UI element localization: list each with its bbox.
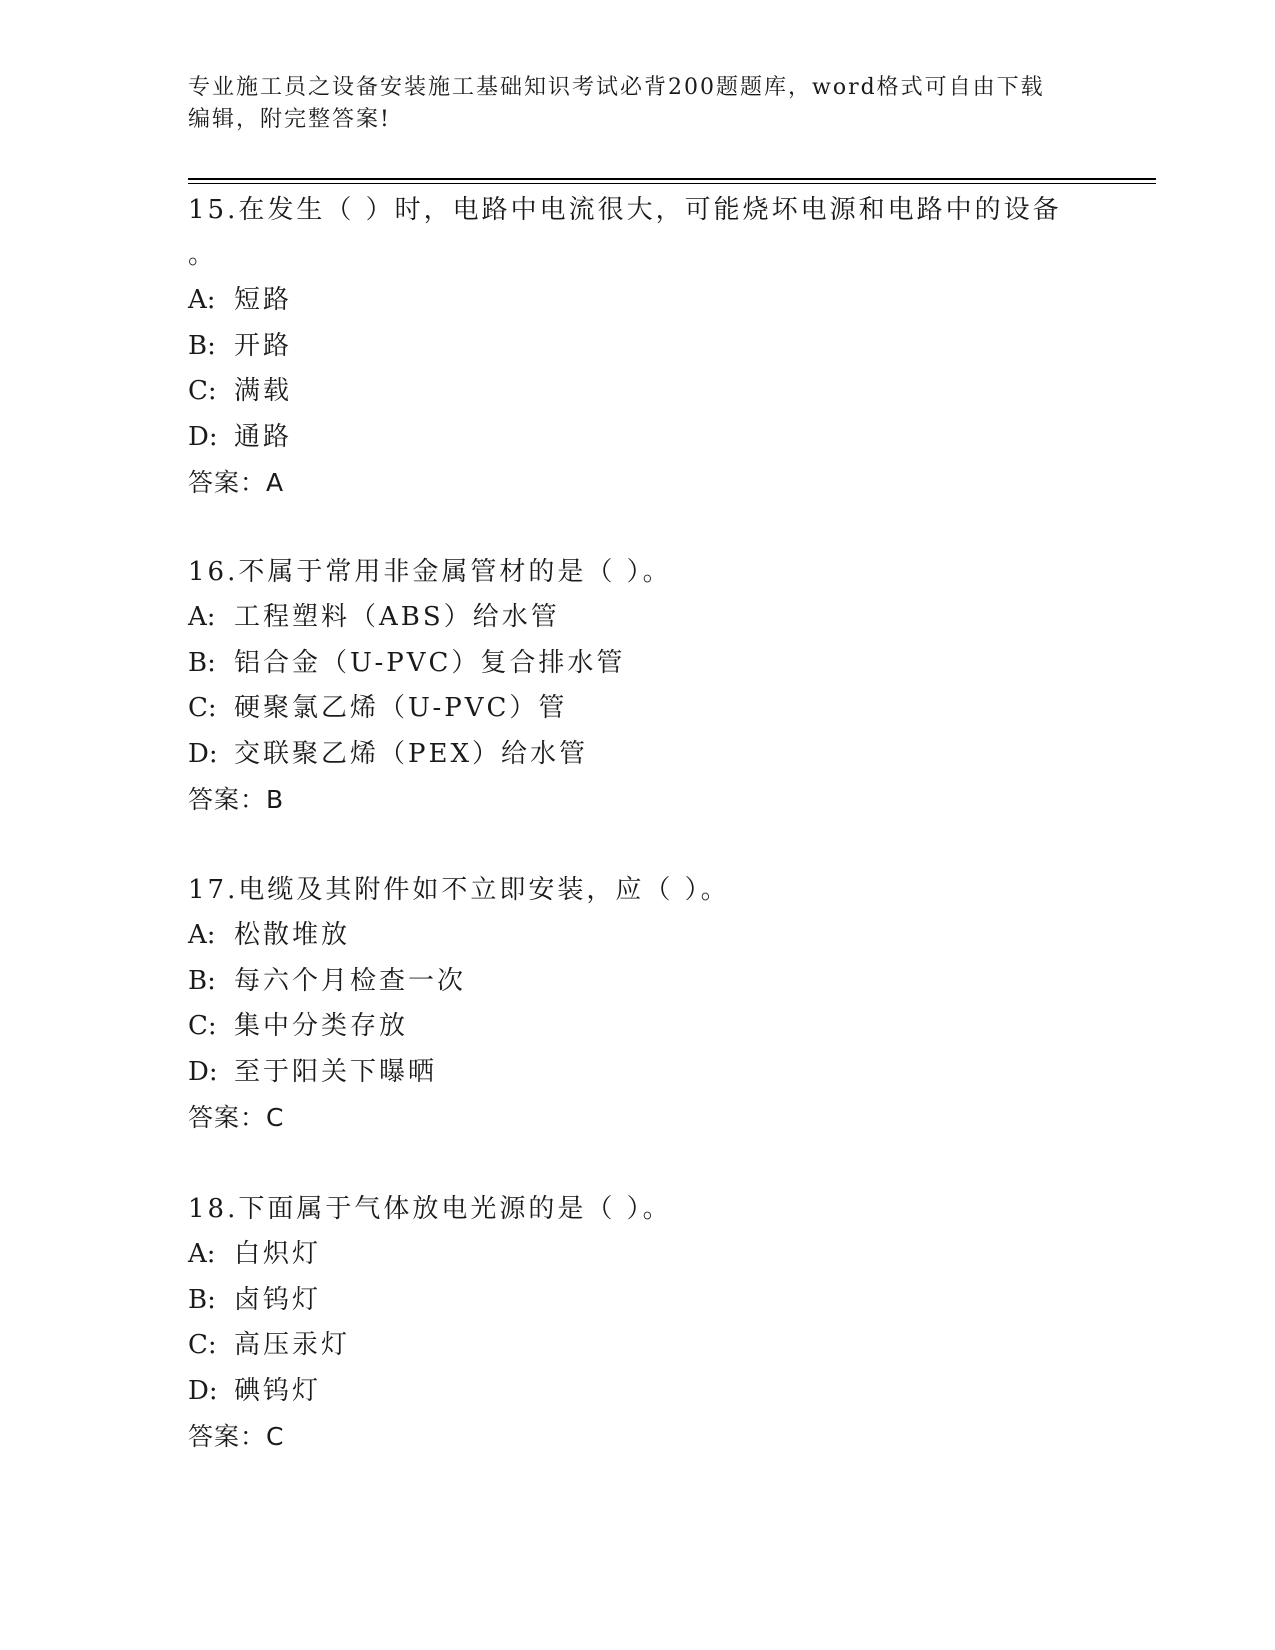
option-text: 硬聚氯乙烯（U-PVC）管 — [234, 693, 568, 723]
question-15 — [188, 188, 1088, 505]
option-d — [188, 1050, 1088, 1096]
option-letter: D: — [188, 421, 218, 452]
option-c — [188, 369, 1088, 415]
option-letter: A: — [188, 602, 216, 632]
option-text: 每六个月检查一次 — [234, 965, 467, 996]
option-letter: B: — [188, 647, 216, 678]
header-divider-thin — [188, 183, 1156, 184]
option-letter: C: — [188, 376, 217, 406]
question-18 — [188, 1187, 1088, 1459]
option-b — [188, 1278, 1088, 1324]
header-divider-thick — [188, 178, 1156, 180]
option-a — [188, 1232, 1088, 1278]
option-letter: C: — [188, 1011, 217, 1041]
option-d — [188, 415, 1088, 461]
option-text: 松散堆放 — [234, 920, 351, 950]
option-text: 工程塑料（ABS）给水管 — [234, 602, 560, 632]
document-header — [188, 72, 1088, 136]
option-text: 卤钨灯 — [234, 1284, 322, 1315]
option-letter: A: — [188, 1239, 216, 1269]
option-letter: C: — [188, 693, 217, 723]
option-text: 碘钨灯 — [234, 1375, 322, 1406]
option-text: 白炽灯 — [234, 1239, 322, 1269]
option-text: 开路 — [234, 330, 293, 361]
option-b — [188, 324, 1088, 370]
option-letter: A: — [188, 285, 216, 315]
option-d — [188, 732, 1088, 778]
option-text: 短路 — [234, 285, 293, 315]
option-a — [188, 278, 1088, 324]
question-stem: 15.在发生（ ）时，电路中电流很大，可能烧坏电源和电路中的设备 — [188, 195, 1062, 225]
question-stem: 16.不属于常用非金属管材的是（ ）。 — [188, 557, 672, 587]
option-text: 铝合金（U-PVC）复合排水管 — [234, 647, 626, 678]
answer-label: 答案：C — [188, 1422, 285, 1451]
option-text: 集中分类存放 — [234, 1011, 409, 1041]
option-c — [188, 1004, 1088, 1050]
option-b — [188, 959, 1088, 1005]
option-letter: B: — [188, 330, 216, 361]
option-text: 高压汞灯 — [234, 1330, 351, 1360]
option-letter: B: — [188, 1284, 216, 1315]
option-letter: D: — [188, 1056, 218, 1087]
option-text: 至于阳关下曝晒 — [234, 1056, 438, 1087]
header-line-1: 专业施工员之设备安装施工基础知识考试必背200题题库，word格式可自由下载 — [188, 75, 1045, 100]
option-letter: C: — [188, 1330, 217, 1360]
question-17 — [188, 868, 1088, 1140]
option-text: 通路 — [234, 421, 293, 452]
answer-label: 答案：C — [188, 1103, 285, 1132]
option-text: 交联聚乙烯（PEX）给水管 — [234, 738, 588, 769]
option-b — [188, 641, 1088, 687]
option-text: 满载 — [234, 376, 293, 406]
question-stem: 18.下面属于气体放电光源的是（ ）。 — [188, 1194, 672, 1224]
question-stem-continuation: 。 — [188, 240, 218, 270]
header-line-2: 编辑，附完整答案! — [188, 107, 391, 132]
question-stem: 17.电缆及其附件如不立即安装，应（ ）。 — [188, 875, 730, 905]
option-letter: A: — [188, 920, 216, 950]
option-letter: D: — [188, 1375, 218, 1406]
question-16 — [188, 550, 1088, 822]
option-c — [188, 686, 1088, 732]
option-a — [188, 595, 1088, 641]
option-a — [188, 913, 1088, 959]
option-letter: D: — [188, 738, 218, 769]
option-c — [188, 1323, 1088, 1369]
option-d — [188, 1369, 1088, 1415]
option-letter: B: — [188, 965, 216, 996]
answer-label: 答案：A — [188, 468, 285, 497]
answer-label: 答案：B — [188, 785, 285, 814]
